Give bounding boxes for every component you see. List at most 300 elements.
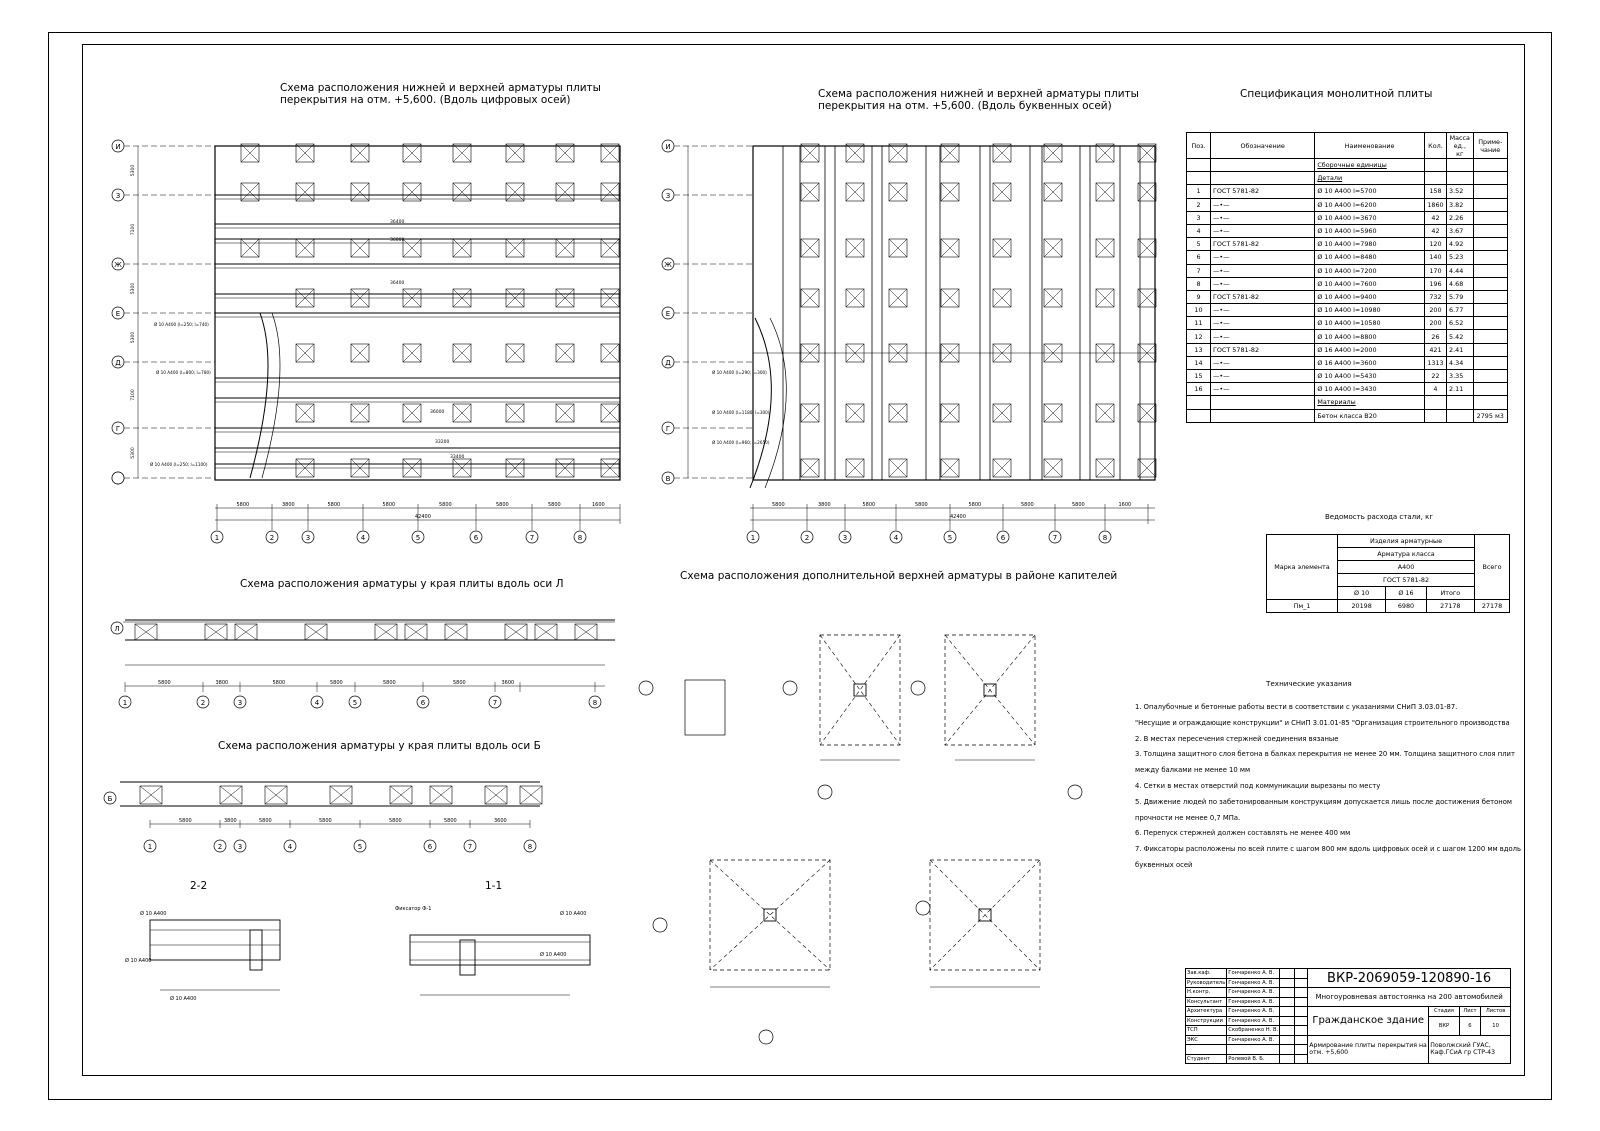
- axis-label: 7: [529, 534, 535, 542]
- axis-bubble: [911, 681, 925, 695]
- axis-bubble: [759, 1030, 773, 1044]
- axis-label: 8: [577, 534, 583, 542]
- spec-cell: —•—: [1210, 224, 1314, 237]
- stamp-person: [1227, 1045, 1280, 1055]
- spec-cell: —•—: [1210, 317, 1314, 330]
- stamp-stage: ВКР: [1429, 1016, 1459, 1035]
- axis-label: 3: [842, 534, 848, 542]
- edge-l-title: Схема расположения арматуры у края плиты вдоль оси Л: [240, 578, 564, 590]
- dim-value: 36400: [390, 220, 405, 225]
- spec-cell: 15: [1187, 370, 1211, 383]
- stamp-sheet: 6: [1459, 1016, 1480, 1035]
- axis-label: 7: [1052, 534, 1058, 542]
- spec-cell: —•—: [1210, 251, 1314, 264]
- axis-label: Е: [665, 310, 671, 318]
- dim-value: 5800: [915, 502, 928, 508]
- spec-cell: 200: [1424, 317, 1446, 330]
- spec-cell: Ø 10 А400 l=5700: [1315, 185, 1425, 198]
- spec-cell: ГОСТ 5781-82: [1210, 185, 1314, 198]
- stamp-person: Гончаренко А. В.: [1227, 988, 1280, 998]
- spec-cell: 158: [1424, 185, 1446, 198]
- note-line: прочности не менее 0,7 МПа.: [1135, 813, 1241, 822]
- spec-cell: ГОСТ 5781-82: [1210, 343, 1314, 356]
- spec-cell: 3: [1187, 211, 1211, 224]
- spec-cell: 1313: [1424, 356, 1446, 369]
- dim-value: 5800: [444, 818, 457, 824]
- axis-bubble: [653, 918, 667, 932]
- rebar-label: Ø 10 А400 (l=250; l=740): [154, 322, 209, 327]
- stamp-role: Консультант: [1186, 997, 1227, 1007]
- note-line: 6. Перепуск стержней должен составлять не менее 400 мм: [1135, 829, 1351, 838]
- stamp-person: Гончаренко А. В.: [1227, 978, 1280, 988]
- axis-label: 4: [893, 534, 899, 542]
- axis-label: 1: [750, 534, 756, 542]
- spec-cell: 4.92: [1447, 238, 1473, 251]
- spec-cell: 1860: [1424, 198, 1446, 211]
- spec-cell: 5.23: [1447, 251, 1473, 264]
- spec-row: [1187, 304, 1508, 317]
- steel-products: Изделия арматурные: [1338, 535, 1475, 548]
- rebar-label: Ø 10 А400 (l=960; l=2650): [712, 440, 770, 445]
- dim-value: 3800: [282, 502, 295, 508]
- spec-cell: 1: [1187, 185, 1211, 198]
- spec-cell: 3.52: [1447, 185, 1473, 198]
- edge-b-title: Схема расположения арматуры у края плиты вдоль оси Б: [218, 740, 541, 752]
- spec-cell: 4: [1424, 383, 1446, 396]
- spec-cell: 13: [1187, 343, 1211, 356]
- axis-label: 6: [420, 699, 426, 707]
- stamp-person: Гончаренко А. В.: [1227, 1007, 1280, 1017]
- spec-row: [1187, 251, 1508, 264]
- spec-row: [1187, 383, 1508, 396]
- capitals-title: Схема расположения дополнительной верхней арматуры в районе капителей: [680, 570, 1118, 582]
- axis-label: 2: [269, 534, 275, 542]
- spec-row: [1187, 198, 1508, 211]
- spec-group2: Детали: [1315, 172, 1425, 185]
- axis-label: 2: [217, 843, 223, 851]
- spec-cell: Ø 16 А400 l=2000: [1315, 343, 1425, 356]
- dim-value: 5300: [131, 447, 136, 459]
- plan1-drawing: [100, 128, 645, 558]
- dim-value: 5800: [259, 818, 272, 824]
- spec-cell: 6: [1187, 251, 1211, 264]
- stamp-role: Конструкции: [1186, 1016, 1227, 1026]
- axis-label: В: [665, 475, 671, 483]
- spec-row: [1187, 330, 1508, 343]
- spec-h-name: Наименование: [1315, 133, 1425, 159]
- axis-label: 5: [357, 843, 363, 851]
- dim-value: 5800: [319, 818, 332, 824]
- spec-table: [1186, 132, 1508, 423]
- dim-value: 5800: [453, 680, 466, 686]
- spec-cell: —•—: [1210, 383, 1314, 396]
- steel-sum: 27178: [1426, 600, 1474, 613]
- dim-value: 5800: [236, 502, 250, 508]
- spec-cell: 4.34: [1447, 356, 1473, 369]
- axis-label: З: [115, 192, 121, 200]
- spec-cell: 2.26: [1447, 211, 1473, 224]
- note-line: буквенных осей: [1135, 861, 1193, 869]
- note-line: "Несущие и ограждающие конструкции" и СНиП 3.01.01-85 "Организация строительного производства: [1135, 718, 1510, 727]
- spec-cell: Ø 10 А400 l=6200: [1315, 198, 1425, 211]
- stamp-date: [1295, 1016, 1308, 1026]
- stamp-person: Скобраненко Н. В.: [1228, 1027, 1279, 1034]
- dim-value: 5800: [1072, 502, 1085, 508]
- spec-cell: 10: [1187, 304, 1211, 317]
- spec-row: [1187, 211, 1508, 224]
- spec-concrete: Бетон класса В20: [1315, 409, 1425, 422]
- axis-label: 3: [237, 699, 243, 707]
- axis-bubble: [818, 785, 832, 799]
- axis-label: 1: [147, 843, 153, 851]
- spec-cell: 4.44: [1447, 264, 1473, 277]
- spec-cell: 170: [1424, 264, 1446, 277]
- edge-l-drawing: [105, 600, 625, 710]
- stamp-sign: [1280, 988, 1295, 998]
- dim-value: 3800: [818, 502, 831, 508]
- stamp-person: Гончаренко А. В.: [1227, 1016, 1280, 1026]
- axis-label: 7: [492, 699, 498, 707]
- spec-cell: 2.41: [1447, 343, 1473, 356]
- axis-bubble: [112, 472, 124, 484]
- rebar-label: Ø 10 А400 (l=250; l=1100): [150, 462, 208, 467]
- steel-d10: Ø 10: [1338, 587, 1386, 600]
- spec-group1: Сборочные единицы: [1315, 159, 1425, 172]
- axis-label: 3: [305, 534, 311, 542]
- spec-cell: Ø 10 А400 l=3670: [1315, 211, 1425, 224]
- dim-value: 5800: [772, 502, 785, 508]
- spec-cell: ГОСТ 5781-82: [1210, 238, 1314, 251]
- spec-cell: 5.42: [1447, 330, 1473, 343]
- spec-cell: 196: [1424, 277, 1446, 290]
- spec-row: [1187, 224, 1508, 237]
- steel-d16: Ø 16: [1386, 587, 1426, 600]
- spec-cell: 140: [1424, 251, 1446, 264]
- spec-cell: —•—: [1210, 198, 1314, 211]
- spec-cell: 3.67: [1447, 224, 1473, 237]
- stamp-sign: [1280, 1016, 1295, 1026]
- stamp-date: [1295, 1045, 1308, 1055]
- section-11: [410, 935, 590, 965]
- steel-armclass: Арматура класса: [1338, 548, 1475, 561]
- spec-h-note: Приме- чание: [1473, 133, 1507, 159]
- dim-value: 5800: [862, 502, 876, 508]
- stamp-date: [1295, 1035, 1308, 1045]
- spec-cell: Ø 10 А400 l=5960: [1315, 224, 1425, 237]
- spec-h-desig: Обозначение: [1210, 133, 1314, 159]
- spec-title: Спецификация монолитной плиты: [1240, 88, 1433, 100]
- stamp-sheets-h: Листов: [1481, 1007, 1511, 1017]
- spec-row: [1187, 343, 1508, 356]
- axis-label: 5: [352, 699, 358, 707]
- axis-bubble: [639, 681, 653, 695]
- axis-label: 2: [804, 534, 810, 542]
- spec-cell: 3.82: [1447, 198, 1473, 211]
- spec-cell: 5.79: [1447, 290, 1473, 303]
- stamp-sign: [1280, 1026, 1295, 1036]
- plan2-drawing: [650, 128, 1195, 558]
- spec-cell: 16: [1187, 383, 1211, 396]
- notes-title: Технические указания: [1266, 679, 1352, 688]
- stamp-role: Архитектура: [1186, 1007, 1227, 1017]
- dim-value: 3600: [494, 818, 507, 824]
- rebar-label: Ø 10 А400: [170, 996, 197, 1002]
- stamp-date: [1295, 1054, 1308, 1064]
- axis-label: Ж: [114, 261, 122, 269]
- column: [854, 684, 866, 696]
- rebar-label: Ø 10 А400: [540, 952, 567, 958]
- spec-h-qty: Кол.: [1424, 133, 1446, 159]
- stamp-role: Студент: [1186, 1054, 1227, 1064]
- dim-value: 5800: [389, 818, 402, 824]
- axis-label: Д: [115, 359, 121, 367]
- axis-label: 1: [214, 534, 220, 542]
- rebar-label: Ø 10 А400: [140, 911, 167, 917]
- spec-cell: —•—: [1210, 277, 1314, 290]
- axis-bubble: [783, 681, 797, 695]
- dim-value: 5800: [496, 502, 509, 508]
- spec-cell: Ø 10 А400 l=3430: [1315, 383, 1425, 396]
- spec-cell: 42: [1424, 224, 1446, 237]
- curved-edge: [262, 313, 280, 478]
- note-line: 1. Опалубочные и бетонные работы вести в соответствии с указаниями СНиП 3.03.01-87.: [1135, 703, 1458, 711]
- note-line: 3. Толщина защитного слоя бетона в балках перекрытия не менее 20 мм. Толщина защитного слоя плит: [1135, 750, 1515, 759]
- axis-label: 5: [947, 534, 953, 542]
- dim-value: 5800: [548, 502, 561, 508]
- spec-concrete-note: 2795 м3: [1473, 409, 1507, 422]
- stamp-role: Н.контр.: [1186, 988, 1227, 998]
- stamp-project: Многоуровневая автостоянка на 200 автомобилей: [1308, 988, 1511, 1007]
- spec-cell: ГОСТ 5781-82: [1210, 290, 1314, 303]
- dim-value: 5300: [131, 331, 136, 344]
- axis-label: Г: [665, 425, 671, 433]
- spec-cell: Ø 10 А400 l=5430: [1315, 370, 1425, 383]
- spec-cell: —•—: [1210, 264, 1314, 277]
- stamp-date: [1295, 997, 1308, 1007]
- steel-title: Ведомость расхода стали, кг: [1325, 513, 1434, 521]
- axis-label: 6: [473, 534, 479, 542]
- stamp-date: [1295, 988, 1308, 998]
- steel-mark: Пм_1: [1267, 600, 1338, 613]
- stamp-building: Гражданское здание: [1308, 1007, 1429, 1036]
- capitals-drawing: [630, 595, 1120, 1045]
- dim-value: 5800: [330, 680, 343, 686]
- dim-value: 7100: [131, 223, 136, 236]
- note-line: 4. Сетки в местах отверстий под коммуникации вырезаны по месту: [1135, 782, 1381, 790]
- spec-cell: —•—: [1210, 356, 1314, 369]
- spec-cell: Ø 10 А400 l=8800: [1315, 330, 1425, 343]
- axis-label: И: [115, 143, 121, 151]
- stamp-person: Гончаренко А. В.: [1227, 997, 1280, 1007]
- dim-value: 5800: [1021, 502, 1034, 508]
- spec-cell: 4.68: [1447, 277, 1473, 290]
- dim-value: 5800: [272, 680, 286, 686]
- dim-value: 5800: [327, 502, 341, 508]
- spec-cell: 120: [1424, 238, 1446, 251]
- spec-materials: Материалы: [1315, 396, 1425, 409]
- spec-h-mass: Масса ед., кг: [1447, 133, 1473, 159]
- stamp-stage-h: Стадия: [1429, 1007, 1459, 1017]
- rebar-label: Фиксатор Ф-1: [395, 906, 432, 912]
- stamp-sign: [1280, 1045, 1295, 1055]
- stamp-role: [1186, 1045, 1227, 1055]
- spec-cell: 26: [1424, 330, 1446, 343]
- spec-cell: Ø 10 А400 l=8480: [1315, 251, 1425, 264]
- spec-cell: Ø 10 А400 l=7200: [1315, 264, 1425, 277]
- axis-label: 4: [287, 843, 293, 851]
- spec-cell: 11: [1187, 317, 1211, 330]
- spec-cell: 8: [1187, 277, 1211, 290]
- steel-total: 27178: [1475, 600, 1510, 613]
- spec-row: [1187, 370, 1508, 383]
- axis-label: Б: [107, 795, 113, 803]
- dim-value: 3800: [215, 680, 229, 686]
- steel-v16: 6980: [1386, 600, 1426, 613]
- dim-value: 5800: [179, 818, 192, 824]
- dim-value: 5800: [968, 502, 982, 508]
- spec-cell: 200: [1424, 304, 1446, 317]
- note-line: 2. В местах пересечения стержней соединения вязаные: [1135, 734, 1339, 743]
- axis-label: 4: [314, 699, 320, 707]
- spec-row: [1187, 185, 1508, 198]
- axis-label: 8: [592, 699, 598, 707]
- steel-gost: ГОСТ 5781-82: [1338, 574, 1475, 587]
- note-line: между балками не менее 10 мм: [1135, 766, 1251, 775]
- title-block: [1185, 968, 1511, 1064]
- stamp-role: ЭКС: [1186, 1035, 1227, 1045]
- spec-cell: Ø 10 А400 l=10580: [1315, 317, 1425, 330]
- steel-v10: 20198: [1338, 600, 1386, 613]
- note-line: 7. Фиксаторы расположены по всей плите с шагом 800 мм вдоль цифровых осей и с шагом 1200 мм вдоль: [1135, 845, 1521, 854]
- section-22-title: 2-2: [190, 880, 208, 892]
- rebar-label: Ø 10 А400 (l=1180; l=300): [712, 410, 770, 415]
- plan2-title: Схема расположения нижней и верхней арматуры плиты перекрытия на отм. +5,600. (Вдоль буквенных осей): [818, 88, 1139, 113]
- dim-value: 5800: [383, 680, 396, 686]
- steel-mark-hdr: Марка элемента: [1267, 535, 1338, 600]
- dim-value: 3600: [501, 680, 515, 686]
- dim-value: 5800: [158, 680, 171, 686]
- spec-cell: 9: [1187, 290, 1211, 303]
- spec-h-pos: Поз.: [1187, 133, 1211, 159]
- axis-label: 4: [360, 534, 366, 542]
- note-line: 5. Движение людей по забетонированным конструкциям допускается лишь после достижения бетоном: [1135, 797, 1512, 806]
- plan1-title: Схема расположения нижней и верхней арматуры плиты перекрытия на отм. +5,600. (Вдоль цифровых осей): [280, 82, 601, 107]
- stamp-date: [1295, 969, 1308, 979]
- spec-row: [1187, 290, 1508, 303]
- spec-cell: 6.77: [1447, 304, 1473, 317]
- rebar-label: Ø 10 А400 (l=290; l=300): [712, 370, 767, 375]
- section-11-title: 1-1: [485, 880, 503, 892]
- stamp-role: Зав.каф.: [1186, 969, 1227, 979]
- dim-value: 5800: [439, 502, 452, 508]
- spec-cell: Ø 16 А400 l=3600: [1315, 356, 1425, 369]
- stamp-person: Гончаренко А. В.: [1227, 1035, 1280, 1045]
- spec-cell: Ø 10 А400 l=9400: [1315, 290, 1425, 303]
- dim-value: 1600: [592, 502, 605, 508]
- dim-value: 5300: [131, 282, 136, 295]
- spec-cell: 42: [1424, 211, 1446, 224]
- axis-label: Ж: [664, 261, 672, 269]
- axis-label: 8: [527, 843, 533, 851]
- spec-row: [1187, 277, 1508, 290]
- spec-row: [1187, 356, 1508, 369]
- spec-row: [1187, 317, 1508, 330]
- stamp-date: [1295, 1007, 1308, 1017]
- spec-cell: —•—: [1210, 330, 1314, 343]
- spec-row: [1187, 238, 1508, 251]
- axis-label: 1: [122, 699, 128, 707]
- spec-cell: 5: [1187, 238, 1211, 251]
- stamp-sign: [1280, 1007, 1295, 1017]
- axis-label: Д: [665, 359, 671, 367]
- stamp-person: Гончаренко А. В.: [1227, 969, 1280, 979]
- dim-value: 36000: [430, 410, 445, 415]
- axis-label: 6: [1000, 534, 1006, 542]
- dim-value: 1600: [1118, 502, 1132, 508]
- steel-table: [1266, 534, 1510, 613]
- axis-label: 6: [427, 843, 433, 851]
- spec-cell: —•—: [1210, 211, 1314, 224]
- spec-row: [1187, 264, 1508, 277]
- dim-value: 36400: [390, 281, 405, 286]
- axis-label: 7: [467, 843, 473, 851]
- rebar-label: Ø 10 А400: [125, 958, 152, 964]
- stamp-sign: [1280, 969, 1295, 979]
- steel-a400: А400: [1338, 561, 1475, 574]
- section-22: [150, 920, 280, 960]
- sections-drawing: [120, 900, 620, 1025]
- edge-b-drawing: [100, 762, 620, 872]
- spec-cell: 6.52: [1447, 317, 1473, 330]
- section-11-beam: [460, 940, 475, 975]
- axis-bubble: [1068, 785, 1082, 799]
- axis-label: Е: [115, 310, 121, 318]
- section-22-beam: [250, 930, 262, 970]
- axis-label: Г: [115, 425, 121, 433]
- stamp-sheets: 10: [1481, 1016, 1511, 1035]
- stamp-role: Руководитель: [1187, 979, 1226, 986]
- spec-cell: 3.35: [1447, 370, 1473, 383]
- stamp-person: Ролевой В. Б.: [1227, 1054, 1280, 1064]
- dim-value: 5800: [382, 502, 396, 508]
- curved-edge: [250, 313, 268, 478]
- stamp-date: [1295, 978, 1308, 988]
- dim-value: 5300: [131, 164, 136, 177]
- stamp-sheet-title: Армирование плиты перекрытия на отм. +5,600: [1308, 1035, 1429, 1064]
- spec-cell: —•—: [1210, 370, 1314, 383]
- dim-total: 42400: [415, 514, 431, 520]
- stamp-sign: [1280, 978, 1295, 988]
- spec-cell: 12: [1187, 330, 1211, 343]
- spec-cell: 22: [1424, 370, 1446, 383]
- dim-total: 42400: [950, 514, 966, 520]
- stamp-code: ВКР-2069059-120890-16: [1308, 969, 1511, 988]
- stamp-date: [1295, 1026, 1308, 1036]
- capital-edge: [685, 680, 725, 735]
- rebar-label: Ø 10 А400: [560, 911, 587, 917]
- axis-label: 3: [237, 843, 243, 851]
- dim-value: 3800: [224, 818, 237, 824]
- stamp-sheet-h: Лист: [1459, 1007, 1480, 1017]
- stamp-sign: [1280, 1035, 1295, 1045]
- spec-cell: 7: [1187, 264, 1211, 277]
- rebar-label: Ø 10 А400 (l=800; l=780): [156, 370, 211, 375]
- spec-cell: Ø 10 А400 l=7980: [1315, 238, 1425, 251]
- dim-value: 33200: [435, 440, 450, 445]
- spec-cell: 2.11: [1447, 383, 1473, 396]
- spec-cell: 4: [1187, 224, 1211, 237]
- axis-label: И: [665, 143, 671, 151]
